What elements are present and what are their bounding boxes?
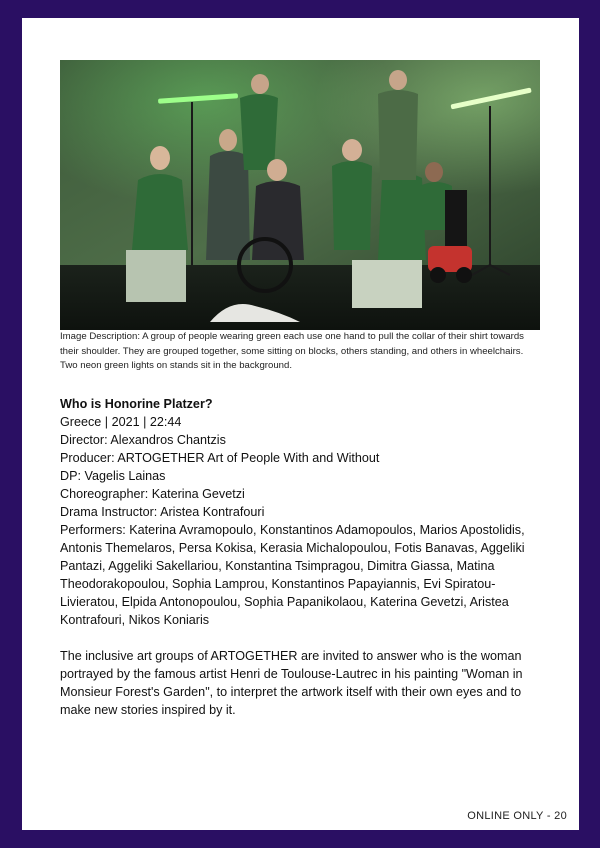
film-dp: DP: Vagelis Lainas <box>60 469 166 483</box>
film-drama-instructor: Drama Instructor: Aristea Kontrafouri <box>60 505 265 519</box>
film-synopsis: The inclusive art groups of ARTOGETHER are invited to answer who is the woman portrayed by the famous artist Henri de Toulouse-Lautrec in his painting "Woman in Monsieur Forest's Garden", to interpret the artwork itself with their own eyes and to make new stories inspired by it. <box>60 649 523 717</box>
film-details <box>60 395 542 719</box>
film-title: Who is Honorine Platzer? <box>60 397 213 411</box>
image-description: Image Description: A group of people wearing green each use one hand to pull the collar of their shirt towards their shoulder. They are grouped together, some sitting on blocks, others standing, and others in wheelchairs. Two neon green lights on stands sit in the background. <box>60 331 524 371</box>
page-footer: ONLINE ONLY - 20 <box>467 810 567 822</box>
film-director: Director: Alexandros Chantzis <box>60 433 226 447</box>
page <box>22 18 579 830</box>
film-producer: Producer: ARTOGETHER Art of People With and Without <box>60 451 380 465</box>
film-performers: Performers: Katerina Avramopoulo, Konstantinos Adamopoulos, Marios Apostolidis, Antonis Themelaros, Persa Kokisa, Kerasia Michalopoulou, Fotis Banavas, Aggeliki Pantazi, Aggeliki Sakellariou, Konstantina Tsimpragou, Dimitra Giassa, Matina Theodorakopoulou, Sophia Lamprou, Konstantinos Papayiannis, Evi Spiratou-Livieratou, Elpida Antonopoulou, Sophia Papanikolaou, Katerina Gevetzi, Aristea Kontrafouri, Nikos Koniaris <box>60 523 525 627</box>
film-meta: Greece | 2021 | 22:44 <box>60 415 182 429</box>
film-choreographer: Choreographer: Katerina Gevetzi <box>60 487 245 501</box>
film-still-photo <box>60 60 540 330</box>
